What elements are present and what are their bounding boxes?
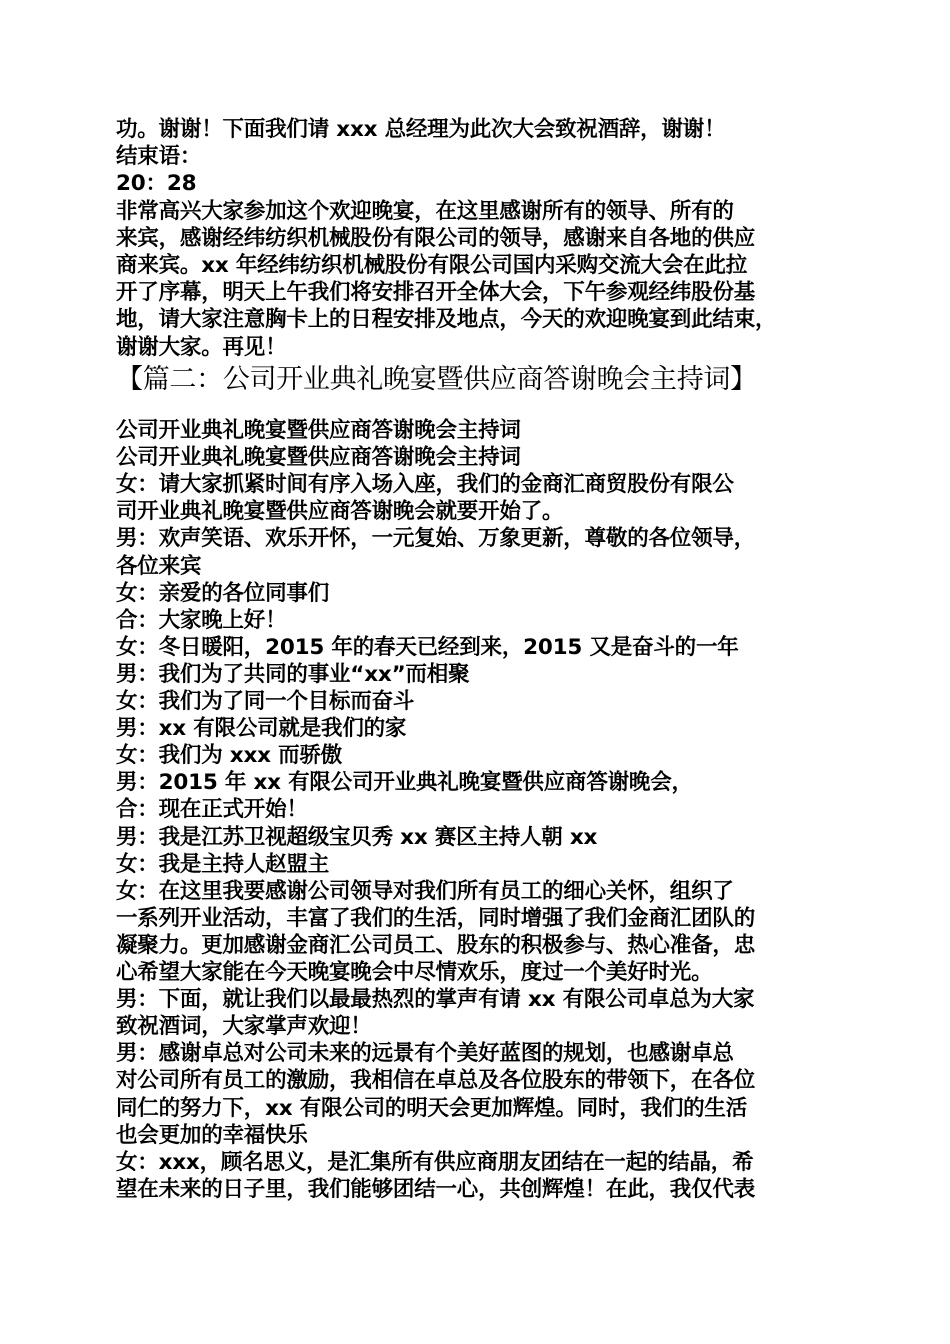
- section-heading: 【篇二：公司开业典礼晚宴暨供应商答谢晚会主持词】: [116, 364, 757, 395]
- text-line: 女：请大家抓紧时间有序入场入座，我们的金商汇商贸股份有限公: [116, 472, 734, 498]
- text-line: 男：2015 年 xx 有限公司开业典礼晚宴暨供应商答谢晚会，: [116, 770, 693, 796]
- text-line: 谢谢大家。再见！: [116, 334, 287, 360]
- text-line: 男：xx 有限公司就是我们的家: [116, 716, 407, 742]
- text-line: 功。谢谢！下面我们请 xxx 总经理为此次大会致祝酒辞，谢谢！: [116, 117, 726, 142]
- text-line: 一系列开业活动，丰富了我们的生活，同时增强了我们金商汇团队的: [116, 905, 756, 931]
- text-line: 公司开业典礼晚宴暨供应商答谢晚会主持词: [116, 445, 521, 471]
- text-line: 女：在这里我要感谢公司领导对我们所有员工的细心关怀，组织了: [116, 878, 734, 904]
- text-line: 女：我们为 xxx 而骄傲: [116, 743, 342, 769]
- text-line: 女：亲爱的各位同事们: [116, 580, 330, 606]
- text-line: 男：我们为了共同的事业“xx”而相聚: [116, 661, 470, 687]
- text-line: 20：28: [116, 171, 197, 197]
- text-line: 女：冬日暖阳，2015 年的春天已经到来，2015 又是奋斗的一年: [116, 634, 739, 660]
- text-line: 男：欢声笑语、欢乐开怀，一元复始、万象更新，尊敬的各位领导，: [116, 526, 756, 552]
- text-line: 司开业典礼晚宴暨供应商答谢晚会就要开始了。: [116, 499, 564, 525]
- text-line: 公司开业典礼晚宴暨供应商答谢晚会主持词: [116, 418, 521, 443]
- text-line: 地，请大家注意胸卡上的日程安排及地点，今天的欢迎晚宴到此结束，: [116, 307, 777, 333]
- text-line: 合：大家晚上好！: [116, 607, 287, 633]
- text-line: 对公司所有员工的激励，我相信在卓总及各位股东的带领下，在各位: [116, 1068, 756, 1094]
- text-line: 致祝酒词，大家掌声欢迎！: [116, 1014, 372, 1040]
- text-line: 男：感谢卓总对公司未来的远景有个美好蓝图的规划，也感谢卓总: [116, 1041, 734, 1067]
- text-line: 结束语：: [116, 144, 202, 170]
- text-line: 来宾，感谢经纬纺织机械股份有限公司的领导，感谢来自各地的供应: [116, 225, 756, 251]
- text-line: 商来宾。xx 年经纬纺织机械股份有限公司国内采购交流大会在此拉: [116, 253, 748, 278]
- text-line: 女：我是主持人赵盟主: [116, 851, 330, 877]
- text-line: 女：我们为了同一个目标而奋斗: [116, 689, 415, 714]
- text-line: 也会更加的幸福快乐: [116, 1122, 308, 1148]
- text-line: 望在未来的日子里，我们能够团结一心，共创辉煌！在此，我仅代表: [116, 1176, 756, 1202]
- text-line: 开了序幕，明天上午我们将安排召开全体大会，下午参观经纬股份基: [116, 280, 756, 306]
- text-line: 合：现在正式开始！: [116, 797, 308, 823]
- text-line: 凝聚力。更加感谢金商汇公司员工、股东的积极参与、热心准备，忠: [116, 932, 756, 958]
- text-line: 女：xxx，顾名思义，是汇集所有供应商朋友团结在一起的结晶，希: [116, 1149, 754, 1175]
- text-line: 男：下面，就让我们以最最热烈的掌声有请 xx 有限公司卓总为大家: [116, 987, 755, 1013]
- text-line: 同仁的努力下，xx 有限公司的明天会更加辉煌。同时，我们的生活: [116, 1095, 748, 1121]
- text-line: 男：我是江苏卫视超级宝贝秀 xx 赛区主持人朝 xx: [116, 824, 598, 850]
- text-line: 各位来宾: [116, 553, 202, 579]
- text-line: 心希望大家能在今天晚宴晚会中尽情欢乐，度过一个美好时光。: [116, 960, 713, 985]
- text-line: 非常高兴大家参加这个欢迎晚宴，在这里感谢所有的领导、所有的: [116, 198, 734, 224]
